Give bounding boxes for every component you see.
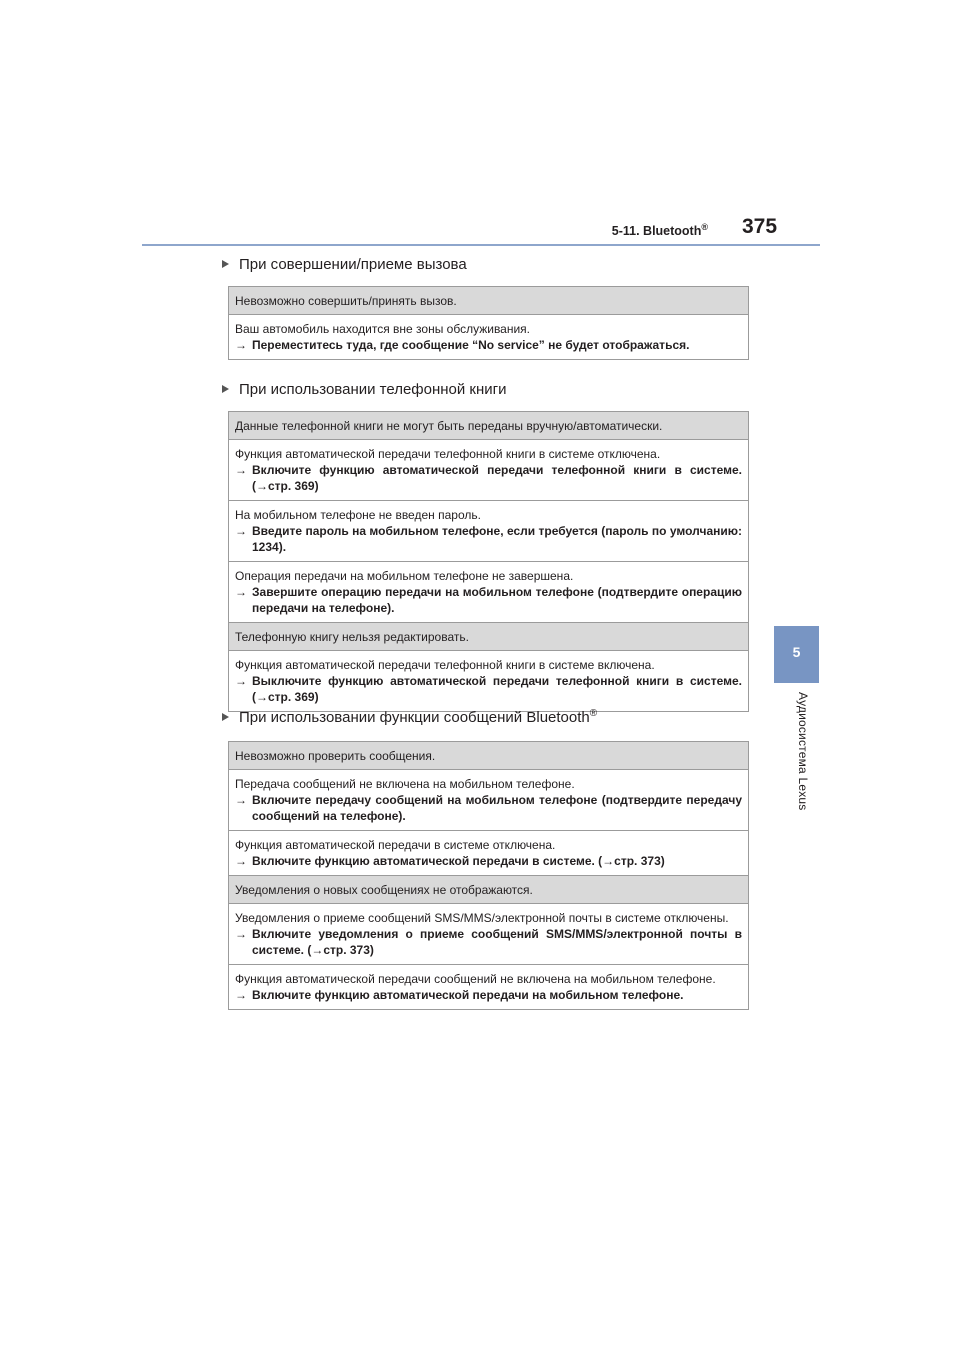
arrow-right-icon: → — [235, 988, 247, 1002]
remedy-line — [235, 853, 742, 869]
arrow-right-icon: → — [235, 674, 247, 688]
remedy-text: Включите передачу сообщений на мобильном телефоне (подтвердите передачу сообщений на телефоне). — [252, 793, 742, 823]
remedy-text: Включите функцию автоматической передачи на мобильном телефоне. — [252, 988, 684, 1002]
cause-text: Функция автоматической передачи телефонной книги в системе отключена. — [235, 447, 661, 461]
cause-text: Функция автоматической передачи телефонной книги в системе включена. — [235, 658, 655, 672]
problem-row: Невозможно совершить/принять вызов. — [229, 287, 748, 315]
heading-registered-mark: ® — [589, 708, 598, 719]
header-registered-mark: ® — [701, 222, 708, 232]
troubleshooting-table-calls — [228, 286, 749, 360]
chapter-title-vertical: Аудиосистема Lexus — [796, 692, 810, 811]
arrow-right-icon: → — [235, 524, 247, 538]
problem-row: Невозможно проверить сообщения. — [229, 742, 748, 770]
arrow-right-icon: → — [235, 338, 247, 352]
remedy-text: Введите пароль на мобильном телефоне, если требуется (пароль по умолчанию: 1234). — [252, 524, 742, 554]
arrow-right-icon: → — [235, 793, 247, 807]
running-header — [612, 222, 708, 238]
solution-row — [229, 440, 748, 501]
remedy-line — [235, 462, 742, 494]
solution-row — [229, 904, 748, 965]
cause-text: Передача сообщений не включена на мобильном телефоне. — [235, 777, 575, 791]
cause-text: На мобильном телефоне не введен пароль. — [235, 508, 481, 522]
problem-row: Телефонную книгу нельзя редактировать. — [229, 623, 748, 651]
solution-row — [229, 965, 748, 1009]
section-heading-text: При использовании функции сообщений Bluetooth — [239, 709, 590, 726]
remedy-text: Завершите операцию передачи на мобильном телефоне (подтвердите операцию передачи на телефоне). — [252, 585, 742, 615]
section-heading-calls — [222, 256, 467, 273]
cause-text: Функция автоматической передачи в системе отключена. — [235, 838, 556, 852]
solution-row — [229, 562, 748, 623]
cause-text: Операция передачи на мобильном телефоне не завершена. — [235, 569, 574, 583]
cause-text: Функция автоматической передачи сообщений не включена на мобильном телефоне. — [235, 972, 716, 986]
cause-text: Уведомления о приеме сообщений SMS/MMS/электронной почты в системе отключены. — [235, 911, 729, 925]
arrow-right-icon: → — [235, 927, 247, 941]
cause-text: Ваш автомобиль находится вне зоны обслуживания. — [235, 322, 531, 336]
solution-row — [229, 315, 748, 359]
solution-row — [229, 651, 748, 711]
troubleshooting-table-phonebook — [228, 411, 749, 712]
header-divider — [142, 244, 820, 246]
troubleshooting-table-messages — [228, 741, 749, 1010]
triangle-bullet-icon — [222, 385, 229, 393]
remedy-line — [235, 337, 742, 353]
remedy-text: Включите функцию автоматической передачи телефонной книги в системе. (→стр. 369) — [252, 463, 742, 493]
triangle-bullet-icon — [222, 260, 229, 268]
arrow-right-icon: → — [235, 585, 247, 599]
section-heading-text: При использовании телефонной книги — [239, 381, 507, 398]
solution-row — [229, 831, 748, 876]
remedy-text: Включите уведомления о приеме сообщений SMS/MMS/электронной почты в системе. (→стр. 373) — [252, 927, 742, 957]
section-heading-messages — [222, 708, 597, 726]
header-section-title: 5-11. Bluetooth — [611, 224, 702, 239]
page-number: 375 — [742, 215, 778, 238]
arrow-right-icon: → — [235, 463, 247, 477]
remedy-line — [235, 523, 742, 555]
remedy-line — [235, 987, 742, 1003]
remedy-line — [235, 673, 742, 705]
triangle-bullet-icon — [222, 713, 229, 721]
section-heading-phonebook — [222, 381, 507, 398]
remedy-line — [235, 926, 742, 958]
problem-row: Данные телефонной книги не могут быть переданы вручную/автоматически. — [229, 412, 748, 440]
section-heading-text: При совершении/приеме вызова — [239, 256, 467, 273]
remedy-text: Переместитесь туда, где сообщение “No service” не будет отображаться. — [252, 338, 690, 352]
solution-row — [229, 501, 748, 562]
remedy-text: Включите функцию автоматической передачи в системе. (→стр. 373) — [252, 854, 665, 868]
remedy-text: Выключите функцию автоматической передачи телефонной книги в системе. (→стр. 369) — [252, 674, 742, 704]
problem-row: Уведомления о новых сообщениях не отображаются. — [229, 876, 748, 904]
solution-row — [229, 770, 748, 831]
remedy-line — [235, 584, 742, 616]
remedy-line — [235, 792, 742, 824]
arrow-right-icon: → — [235, 854, 247, 868]
chapter-tab: 5 — [774, 626, 819, 683]
